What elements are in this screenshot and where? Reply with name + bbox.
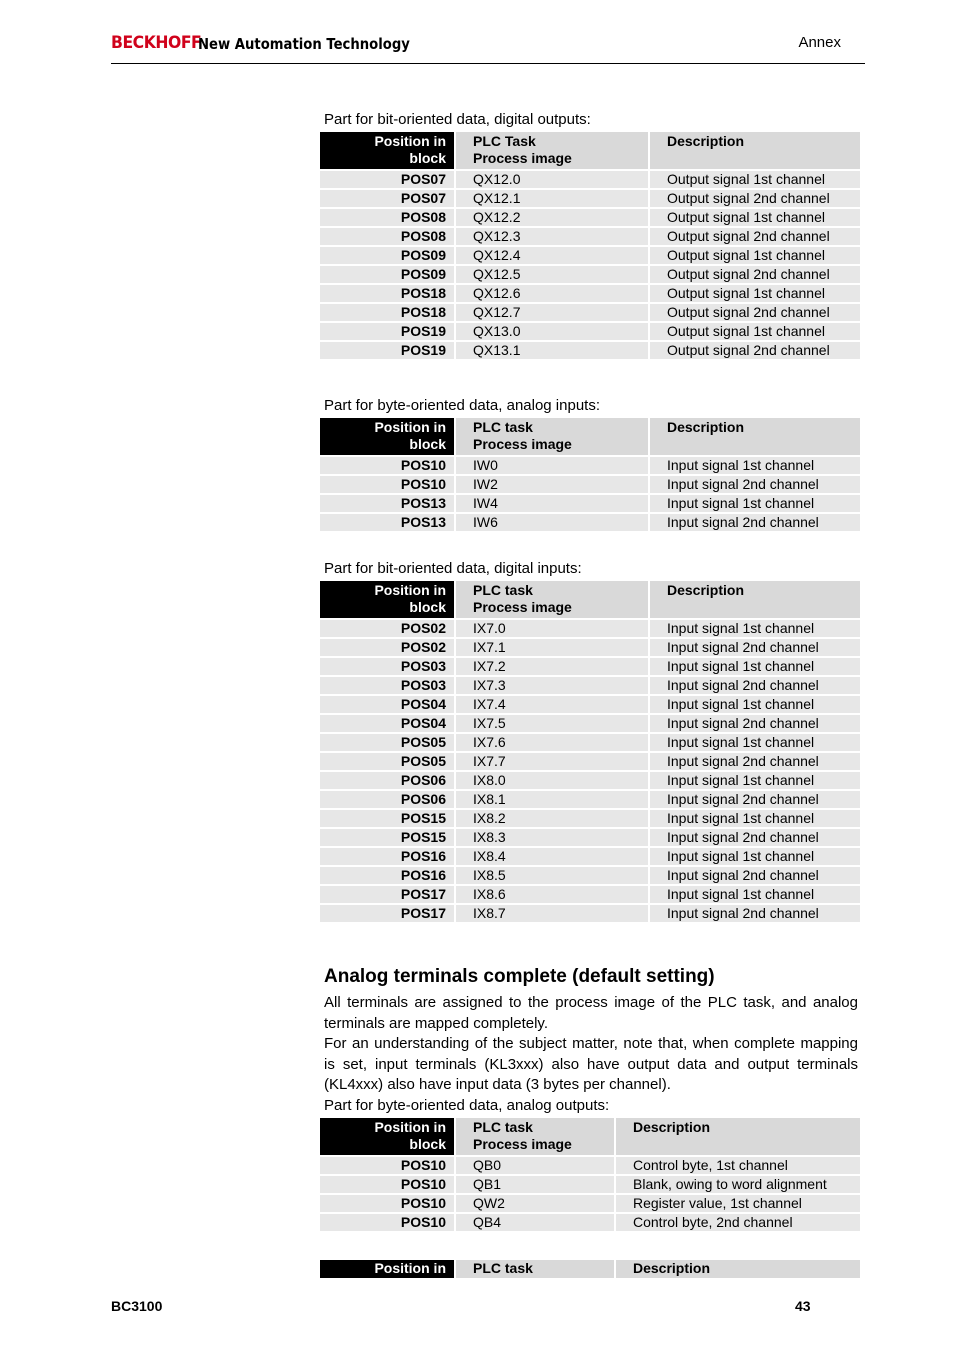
- description-cell: Control byte, 2nd channel: [616, 1214, 860, 1231]
- table-row: [320, 342, 860, 359]
- description-cell: Input signal 1st channel: [650, 886, 860, 903]
- process-image-cell: QX12.6: [456, 285, 648, 302]
- description-cell: Output signal 2nd channel: [650, 304, 860, 321]
- description-cell: Output signal 1st channel: [650, 171, 860, 188]
- table-row: [320, 1195, 860, 1212]
- description-cell: Input signal 2nd channel: [650, 639, 860, 656]
- position-cell: POS10: [320, 1214, 454, 1231]
- table-row: [320, 772, 860, 789]
- process-image-cell: IX7.2: [456, 658, 648, 675]
- process-image-cell: QX12.4: [456, 247, 648, 264]
- process-image-cell: QB1: [456, 1176, 614, 1193]
- column-header: Description: [650, 132, 860, 169]
- description-cell: Input signal 2nd channel: [650, 829, 860, 846]
- process-image-cell: IW0: [456, 457, 648, 474]
- footer-product: BC3100: [111, 1298, 163, 1314]
- description-cell: Input signal 2nd channel: [650, 715, 860, 732]
- section-paragraph-2: For an understanding of the subject matter, note that, when complete mapping is set, input terminals (KL3xxx) also have output data and output terminals (KL4xxx) also have input data (3 bytes per channel).: [324, 1035, 858, 1094]
- continued-table-header: [318, 1258, 862, 1280]
- description-cell: Input signal 2nd channel: [650, 677, 860, 694]
- description-cell: Output signal 2nd channel: [650, 228, 860, 245]
- table-row: [320, 495, 860, 512]
- description-cell: Output signal 1st channel: [650, 285, 860, 302]
- position-cell: POS09: [320, 247, 454, 264]
- table-row: [320, 791, 860, 808]
- position-cell: POS19: [320, 323, 454, 340]
- digital-inputs-table: [318, 579, 862, 924]
- description-cell: Input signal 2nd channel: [650, 514, 860, 531]
- column-header: PLC task Process image: [456, 418, 648, 455]
- process-image-cell: IW6: [456, 514, 648, 531]
- column-header: Position in block: [320, 418, 454, 455]
- table-row: [320, 810, 860, 827]
- column-header: Description: [616, 1260, 860, 1278]
- column-header: Description: [650, 581, 860, 618]
- column-header: Position in: [320, 1260, 454, 1278]
- description-cell: Output signal 1st channel: [650, 209, 860, 226]
- description-cell: Output signal 1st channel: [650, 323, 860, 340]
- process-image-cell: IX7.0: [456, 620, 648, 637]
- column-header: PLC task: [456, 1260, 614, 1278]
- process-image-cell: IX8.7: [456, 905, 648, 922]
- table-row: [320, 620, 860, 637]
- section-label: Annex: [798, 34, 841, 51]
- description-cell: Input signal 2nd channel: [650, 867, 860, 884]
- description-cell: Register value, 1st channel: [616, 1195, 860, 1212]
- table-header-row: [320, 1260, 860, 1278]
- position-cell: POS04: [320, 696, 454, 713]
- table-row: [320, 658, 860, 675]
- table-row: [320, 209, 860, 226]
- process-image-cell: IX7.1: [456, 639, 648, 656]
- column-header: PLC Task Process image: [456, 132, 648, 169]
- brand-tagline: New Automation Technology: [198, 35, 410, 53]
- process-image-cell: IX8.2: [456, 810, 648, 827]
- table-header-row: [320, 1118, 860, 1155]
- table-row: [320, 228, 860, 245]
- position-cell: POS02: [320, 620, 454, 637]
- description-cell: Input signal 1st channel: [650, 810, 860, 827]
- position-cell: POS15: [320, 829, 454, 846]
- description-cell: Control byte, 1st channel: [616, 1157, 860, 1174]
- table-row: [320, 829, 860, 846]
- process-image-cell: QX12.2: [456, 209, 648, 226]
- analog-inputs-table: [318, 416, 862, 533]
- process-image-cell: IX8.0: [456, 772, 648, 789]
- process-image-cell: QX12.3: [456, 228, 648, 245]
- table4-caption: Part for byte-oriented data, analog outputs:: [324, 1097, 610, 1114]
- process-image-cell: IX7.7: [456, 753, 648, 770]
- description-cell: Input signal 2nd channel: [650, 791, 860, 808]
- position-cell: POS07: [320, 171, 454, 188]
- table-row: [320, 323, 860, 340]
- process-image-cell: IX8.1: [456, 791, 648, 808]
- position-cell: POS18: [320, 285, 454, 302]
- table-row: [320, 696, 860, 713]
- table-row: [320, 1214, 860, 1231]
- position-cell: POS06: [320, 772, 454, 789]
- description-cell: Output signal 2nd channel: [650, 190, 860, 207]
- description-cell: Input signal 1st channel: [650, 457, 860, 474]
- table-row: [320, 867, 860, 884]
- position-cell: POS18: [320, 304, 454, 321]
- process-image-cell: IW2: [456, 476, 648, 493]
- description-cell: Input signal 1st channel: [650, 658, 860, 675]
- table-header-row: [320, 418, 860, 455]
- table-header-row: [320, 132, 860, 169]
- description-cell: Input signal 1st channel: [650, 848, 860, 865]
- table-row: [320, 457, 860, 474]
- section-heading: Analog terminals complete (default setting): [324, 966, 715, 987]
- process-image-cell: IX7.3: [456, 677, 648, 694]
- position-cell: POS07: [320, 190, 454, 207]
- position-cell: POS17: [320, 886, 454, 903]
- table-row: [320, 1176, 860, 1193]
- table-row: [320, 886, 860, 903]
- process-image-cell: QB4: [456, 1214, 614, 1231]
- column-header: Position in block: [320, 132, 454, 169]
- position-cell: POS08: [320, 228, 454, 245]
- table-row: [320, 304, 860, 321]
- process-image-cell: IX8.3: [456, 829, 648, 846]
- table1-caption: Part for bit-oriented data, digital outputs:: [324, 111, 591, 128]
- position-cell: POS16: [320, 867, 454, 884]
- position-cell: POS16: [320, 848, 454, 865]
- position-cell: POS05: [320, 734, 454, 751]
- column-header: Position in block: [320, 581, 454, 618]
- footer-page-number: 43: [795, 1298, 811, 1314]
- table-row: [320, 266, 860, 283]
- process-image-cell: QW2: [456, 1195, 614, 1212]
- column-header: PLC task Process image: [456, 581, 648, 618]
- column-header: PLC task Process image: [456, 1118, 614, 1155]
- description-cell: Blank, owing to word alignment: [616, 1176, 860, 1193]
- table-row: [320, 1157, 860, 1174]
- position-cell: POS09: [320, 266, 454, 283]
- position-cell: POS04: [320, 715, 454, 732]
- description-cell: Input signal 1st channel: [650, 772, 860, 789]
- description-cell: Input signal 1st channel: [650, 495, 860, 512]
- process-image-cell: IX8.4: [456, 848, 648, 865]
- table2-caption: Part for byte-oriented data, analog inputs:: [324, 397, 601, 414]
- description-cell: Output signal 1st channel: [650, 247, 860, 264]
- position-cell: POS10: [320, 1157, 454, 1174]
- position-cell: POS15: [320, 810, 454, 827]
- description-cell: Input signal 1st channel: [650, 734, 860, 751]
- position-cell: POS17: [320, 905, 454, 922]
- process-image-cell: IX8.5: [456, 867, 648, 884]
- table-row: [320, 171, 860, 188]
- column-header: Position in block: [320, 1118, 454, 1155]
- table-row: [320, 905, 860, 922]
- position-cell: POS10: [320, 1195, 454, 1212]
- process-image-cell: QX12.7: [456, 304, 648, 321]
- position-cell: POS03: [320, 677, 454, 694]
- table-row: [320, 848, 860, 865]
- process-image-cell: QX13.1: [456, 342, 648, 359]
- position-cell: POS08: [320, 209, 454, 226]
- position-cell: POS13: [320, 495, 454, 512]
- table-row: [320, 247, 860, 264]
- process-image-cell: IX7.6: [456, 734, 648, 751]
- process-image-cell: IW4: [456, 495, 648, 512]
- process-image-cell: IX8.6: [456, 886, 648, 903]
- table-row: [320, 514, 860, 531]
- position-cell: POS13: [320, 514, 454, 531]
- description-cell: Input signal 2nd channel: [650, 753, 860, 770]
- brand-logo: BECKHOFF: [111, 33, 202, 53]
- table-row: [320, 677, 860, 694]
- position-cell: POS06: [320, 791, 454, 808]
- description-cell: Output signal 2nd channel: [650, 266, 860, 283]
- process-image-cell: QB0: [456, 1157, 614, 1174]
- description-cell: Output signal 2nd channel: [650, 342, 860, 359]
- position-cell: POS19: [320, 342, 454, 359]
- table-row: [320, 715, 860, 732]
- digital-outputs-table: [318, 130, 862, 361]
- description-cell: Input signal 1st channel: [650, 696, 860, 713]
- position-cell: POS10: [320, 476, 454, 493]
- column-header: Description: [650, 418, 860, 455]
- position-cell: POS10: [320, 457, 454, 474]
- table-row: [320, 476, 860, 493]
- page-header: [111, 30, 865, 64]
- table-row: [320, 285, 860, 302]
- position-cell: POS10: [320, 1176, 454, 1193]
- table-row: [320, 753, 860, 770]
- process-image-cell: IX7.4: [456, 696, 648, 713]
- table3-caption: Part for bit-oriented data, digital inputs:: [324, 560, 582, 577]
- position-cell: POS02: [320, 639, 454, 656]
- table-row: [320, 734, 860, 751]
- description-cell: Input signal 2nd channel: [650, 905, 860, 922]
- description-cell: Input signal 1st channel: [650, 620, 860, 637]
- analog-outputs-table: [318, 1116, 862, 1233]
- table-header-row: [320, 581, 860, 618]
- process-image-cell: QX13.0: [456, 323, 648, 340]
- process-image-cell: QX12.1: [456, 190, 648, 207]
- process-image-cell: QX12.5: [456, 266, 648, 283]
- table-row: [320, 639, 860, 656]
- table-row: [320, 190, 860, 207]
- position-cell: POS03: [320, 658, 454, 675]
- position-cell: POS05: [320, 753, 454, 770]
- description-cell: Input signal 2nd channel: [650, 476, 860, 493]
- section-paragraph-1: All terminals are assigned to the process image of the PLC task, and analog terminals are mapped completely.: [324, 994, 858, 1032]
- process-image-cell: IX7.5: [456, 715, 648, 732]
- process-image-cell: QX12.0: [456, 171, 648, 188]
- column-header: Description: [616, 1118, 860, 1155]
